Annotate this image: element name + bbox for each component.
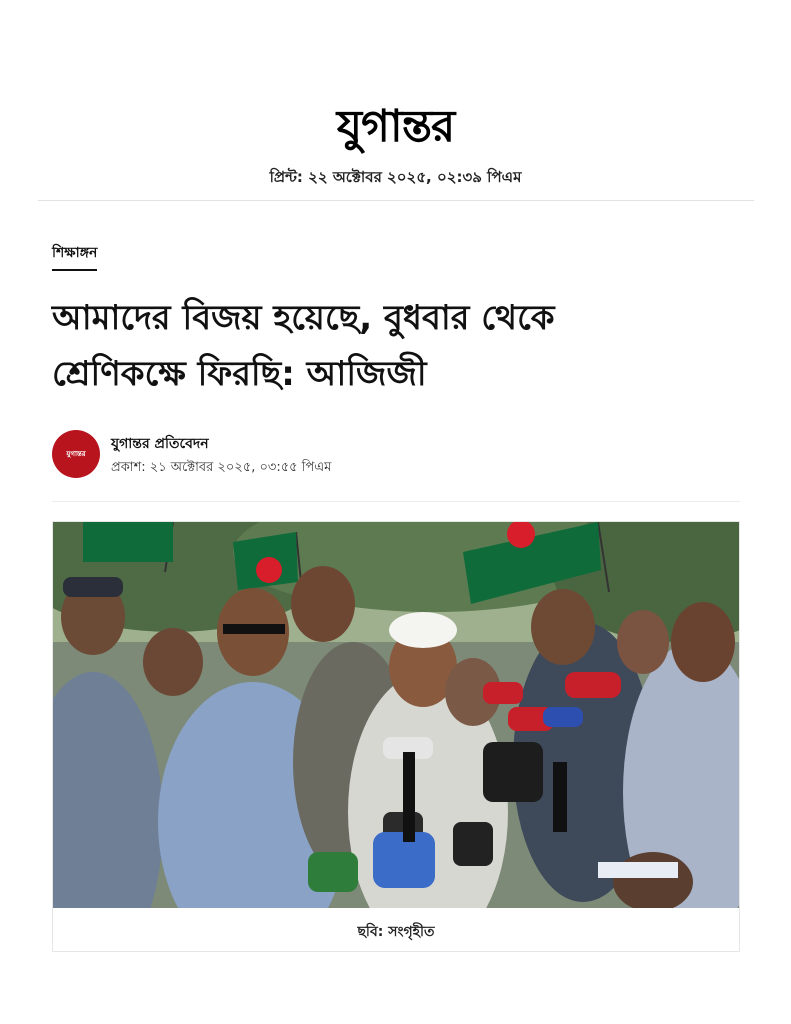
- article-headline: [52, 290, 692, 402]
- print-timestamp: প্রিন্ট: ২২ অক্টোবর ২০২৫, ০২:৩৯ পিএম: [269, 168, 522, 186]
- site-logo[interactable]: যুগান্তর: [336, 101, 455, 152]
- category-link[interactable]: শিক্ষাঙ্গন: [52, 241, 97, 271]
- photo-caption: ছবি: সংগৃহীত: [357, 924, 435, 940]
- author-avatar: যুগান্তর: [52, 430, 100, 478]
- lead-photo-figure: [52, 521, 740, 952]
- author-name[interactable]: যুগান্তর প্রতিবেদন: [111, 436, 209, 452]
- lead-photo: [53, 522, 739, 908]
- byline-divider: [52, 501, 740, 502]
- masthead: [0, 100, 791, 154]
- byline: [52, 430, 652, 482]
- published-timestamp: প্রকাশ: ২১ অক্টোবর ২০২৫, ০৩:৫৫ পিএম: [111, 460, 332, 475]
- headline-line-1: আমাদের বিজয় হয়েছে, বুধবার থেকে: [52, 298, 555, 338]
- headline-line-2: শ্রেণিকক্ষে ফিরছি: আজিজী: [52, 354, 427, 394]
- header-divider: [38, 200, 754, 201]
